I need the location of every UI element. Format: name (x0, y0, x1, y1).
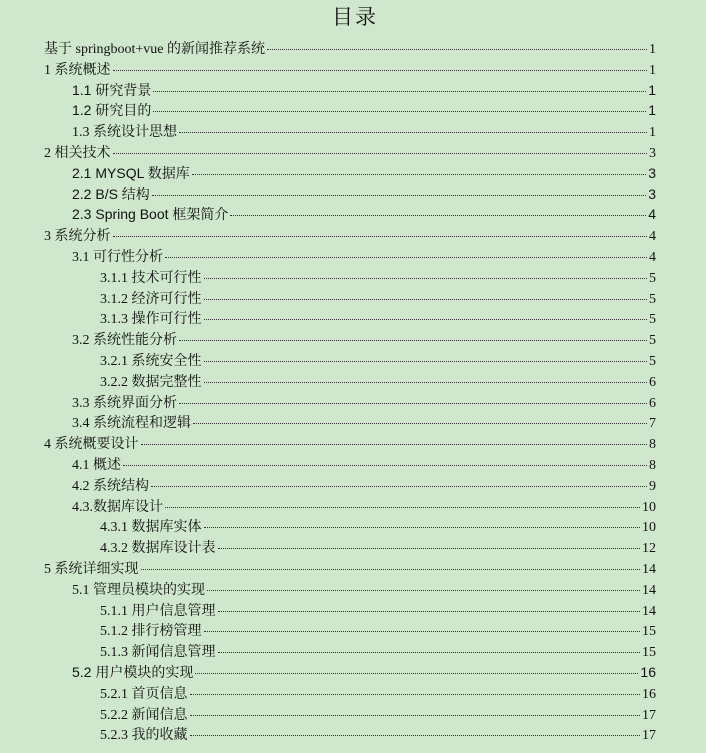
dot-leader (141, 569, 641, 570)
toc-entry[interactable] (44, 142, 656, 163)
toc-entry-title: 3.3 系统界面分析 (72, 395, 177, 411)
dot-leader (179, 340, 647, 341)
dot-leader (218, 611, 641, 612)
toc-entry-page-number: 5 (649, 353, 656, 369)
toc-entry-title: 3 系统分析 (44, 229, 111, 245)
dot-leader (153, 91, 646, 92)
toc-entry[interactable] (44, 516, 656, 537)
toc-entry-page-number: 6 (649, 374, 656, 390)
toc-entry[interactable] (44, 579, 656, 600)
toc-entry-page-number: 15 (642, 624, 656, 640)
toc-entry[interactable] (44, 724, 656, 745)
dot-leader (179, 403, 647, 404)
dot-leader (193, 423, 647, 424)
dot-leader (218, 548, 641, 549)
toc-entry[interactable] (44, 620, 656, 641)
dot-leader (165, 257, 647, 258)
toc-entry-title: 5.2.3 我的收藏 (100, 728, 188, 744)
toc-entry[interactable] (44, 225, 656, 246)
toc-entry-title: 1.3 系统设计思想 (72, 125, 177, 141)
dot-leader (204, 361, 648, 362)
dot-leader (165, 507, 640, 508)
toc-entry-title: 5.2 用户模块的实现 (72, 663, 194, 680)
toc-entry[interactable] (44, 433, 656, 454)
toc-entry[interactable] (44, 121, 656, 142)
toc-entry-title: 5.1 管理员模块的实现 (72, 582, 205, 598)
toc-entry-page-number: 9 (649, 478, 656, 494)
toc-entry-page-number: 8 (649, 437, 656, 453)
toc-entry[interactable] (44, 80, 656, 101)
toc-entry-title: 2.1 MYSQL 数据库 (72, 164, 190, 181)
toc-entry-page-number: 3 (648, 185, 656, 202)
toc-entry-title: 2.3 Spring Boot 框架简介 (72, 206, 229, 223)
toc-entry-title: 5.2.2 新闻信息 (100, 707, 188, 723)
toc-entry-title: 4.2 系统结构 (72, 478, 149, 494)
toc-entry-title: 2.2 B/S 结构 (72, 185, 150, 202)
toc-entry-title: 4.3.1 数据库实体 (100, 520, 202, 536)
dot-leader (230, 215, 646, 216)
toc-entry-title: 5.1.1 用户信息管理 (100, 603, 216, 619)
toc-entry-page-number: 1 (649, 62, 656, 78)
toc-entry-title: 3.1.1 技术可行性 (100, 270, 202, 286)
dot-leader (113, 153, 648, 154)
dot-leader (190, 715, 641, 716)
toc-entry[interactable] (44, 600, 656, 621)
toc-entry[interactable] (44, 496, 656, 517)
toc-entry-page-number: 10 (642, 499, 656, 515)
toc-entry-title: 5.1.2 排行榜管理 (100, 624, 202, 640)
toc-entry-page-number: 16 (642, 686, 656, 702)
dot-leader (179, 132, 647, 133)
toc-entry[interactable] (44, 184, 656, 205)
toc-entry[interactable] (44, 475, 656, 496)
toc-entry[interactable] (44, 308, 656, 329)
dot-leader (207, 590, 640, 591)
toc-entry-title: 2 相关技术 (44, 145, 111, 161)
toc-entry[interactable] (44, 662, 656, 683)
toc-entry-page-number: 4 (649, 229, 656, 245)
dot-leader (204, 527, 641, 528)
toc-entry-page-number: 3 (648, 164, 656, 181)
toc-entry[interactable] (44, 288, 656, 309)
toc-entry-title: 4.3.2 数据库设计表 (100, 541, 216, 557)
toc-entry[interactable] (44, 683, 656, 704)
toc-entry-page-number: 1 (648, 81, 656, 98)
toc-entry-title: 5.1.3 新闻信息管理 (100, 645, 216, 661)
dot-leader (204, 299, 648, 300)
dot-leader (190, 735, 641, 736)
dot-leader (204, 278, 648, 279)
toc-entry[interactable] (44, 371, 656, 392)
toc-entry[interactable] (44, 704, 656, 725)
toc-entry[interactable] (44, 204, 656, 225)
toc-entry-page-number: 16 (640, 663, 656, 680)
toc-entry-title: 基于 springboot+vue 的新闻推荐系统 (44, 42, 265, 57)
toc-entry-title: 3.2.1 系统安全性 (100, 353, 202, 369)
toc-entry[interactable] (44, 392, 656, 413)
toc-entry-title: 3.2 系统性能分析 (72, 333, 177, 349)
dot-leader (141, 444, 648, 445)
toc-entry-page-number: 10 (642, 520, 656, 536)
toc-entry-title: 1.2 研究目的 (72, 102, 152, 119)
dot-leader (204, 382, 648, 383)
toc-entry[interactable] (44, 59, 656, 80)
dot-leader (113, 70, 648, 71)
dot-leader (204, 319, 648, 320)
dot-leader (192, 174, 646, 175)
toc-entry-title: 5 系统详细实现 (44, 561, 139, 577)
toc-entry-page-number: 12 (642, 541, 656, 557)
toc-entry-page-number: 1 (648, 102, 656, 119)
toc-entry-title: 3.1 可行性分析 (72, 249, 163, 265)
toc-entry-page-number: 14 (642, 561, 656, 577)
toc-entry-page-number: 17 (642, 707, 656, 723)
toc-entry-title: 4 系统概要设计 (44, 437, 139, 453)
toc-entry-title: 4.1 概述 (72, 457, 121, 473)
toc-entry-title: 3.4 系统流程和逻辑 (72, 416, 191, 432)
toc-entry-page-number: 5 (649, 312, 656, 328)
toc-entry[interactable] (44, 454, 656, 475)
toc-entry-page-number: 5 (649, 291, 656, 307)
toc-entry[interactable] (44, 38, 656, 59)
toc-entry[interactable] (44, 537, 656, 558)
dot-leader (153, 111, 646, 112)
toc-entry[interactable] (44, 350, 656, 371)
dot-leader (190, 694, 641, 695)
toc-entry-page-number: 3 (649, 145, 656, 161)
toc-entry-page-number: 4 (648, 206, 656, 223)
dot-leader (113, 236, 648, 237)
table-of-contents (44, 38, 656, 745)
toc-entry[interactable] (44, 163, 656, 184)
page-title: 目录 (332, 5, 378, 29)
toc-entry-page-number: 17 (642, 728, 656, 744)
toc-entry-page-number: 7 (649, 416, 656, 432)
dot-leader (123, 465, 647, 466)
dot-leader (151, 486, 647, 487)
toc-entry-page-number: 14 (642, 582, 656, 598)
toc-entry[interactable] (44, 100, 656, 121)
toc-entry-page-number: 15 (642, 645, 656, 661)
toc-entry-page-number: 1 (649, 42, 656, 57)
dot-leader (195, 673, 638, 674)
toc-entry-title: 5.2.1 首页信息 (100, 686, 188, 702)
dot-leader (152, 195, 646, 196)
toc-entry[interactable] (44, 641, 656, 662)
toc-entry-page-number: 5 (649, 333, 656, 349)
toc-entry-page-number: 5 (649, 270, 656, 286)
toc-entry[interactable] (44, 267, 656, 288)
toc-entry-page-number: 8 (649, 457, 656, 473)
toc-entry[interactable] (44, 558, 656, 579)
toc-entry-page-number: 1 (649, 125, 656, 141)
toc-entry-title: 4.3.数据库设计 (72, 499, 163, 515)
dot-leader (204, 631, 641, 632)
toc-entry-title: 1 系统概述 (44, 62, 111, 78)
dot-leader (267, 49, 647, 50)
toc-entry[interactable] (44, 329, 656, 350)
toc-entry-page-number: 6 (649, 395, 656, 411)
toc-entry-title: 3.1.3 操作可行性 (100, 312, 202, 328)
toc-entry[interactable] (44, 246, 656, 267)
toc-entry-page-number: 4 (649, 249, 656, 265)
toc-entry-page-number: 14 (642, 603, 656, 619)
toc-entry-title: 3.2.2 数据完整性 (100, 374, 202, 390)
toc-entry[interactable] (44, 412, 656, 433)
toc-entry-title: 3.1.2 经济可行性 (100, 291, 202, 307)
dot-leader (218, 652, 641, 653)
toc-entry-title: 1.1 研究背景 (72, 81, 152, 98)
